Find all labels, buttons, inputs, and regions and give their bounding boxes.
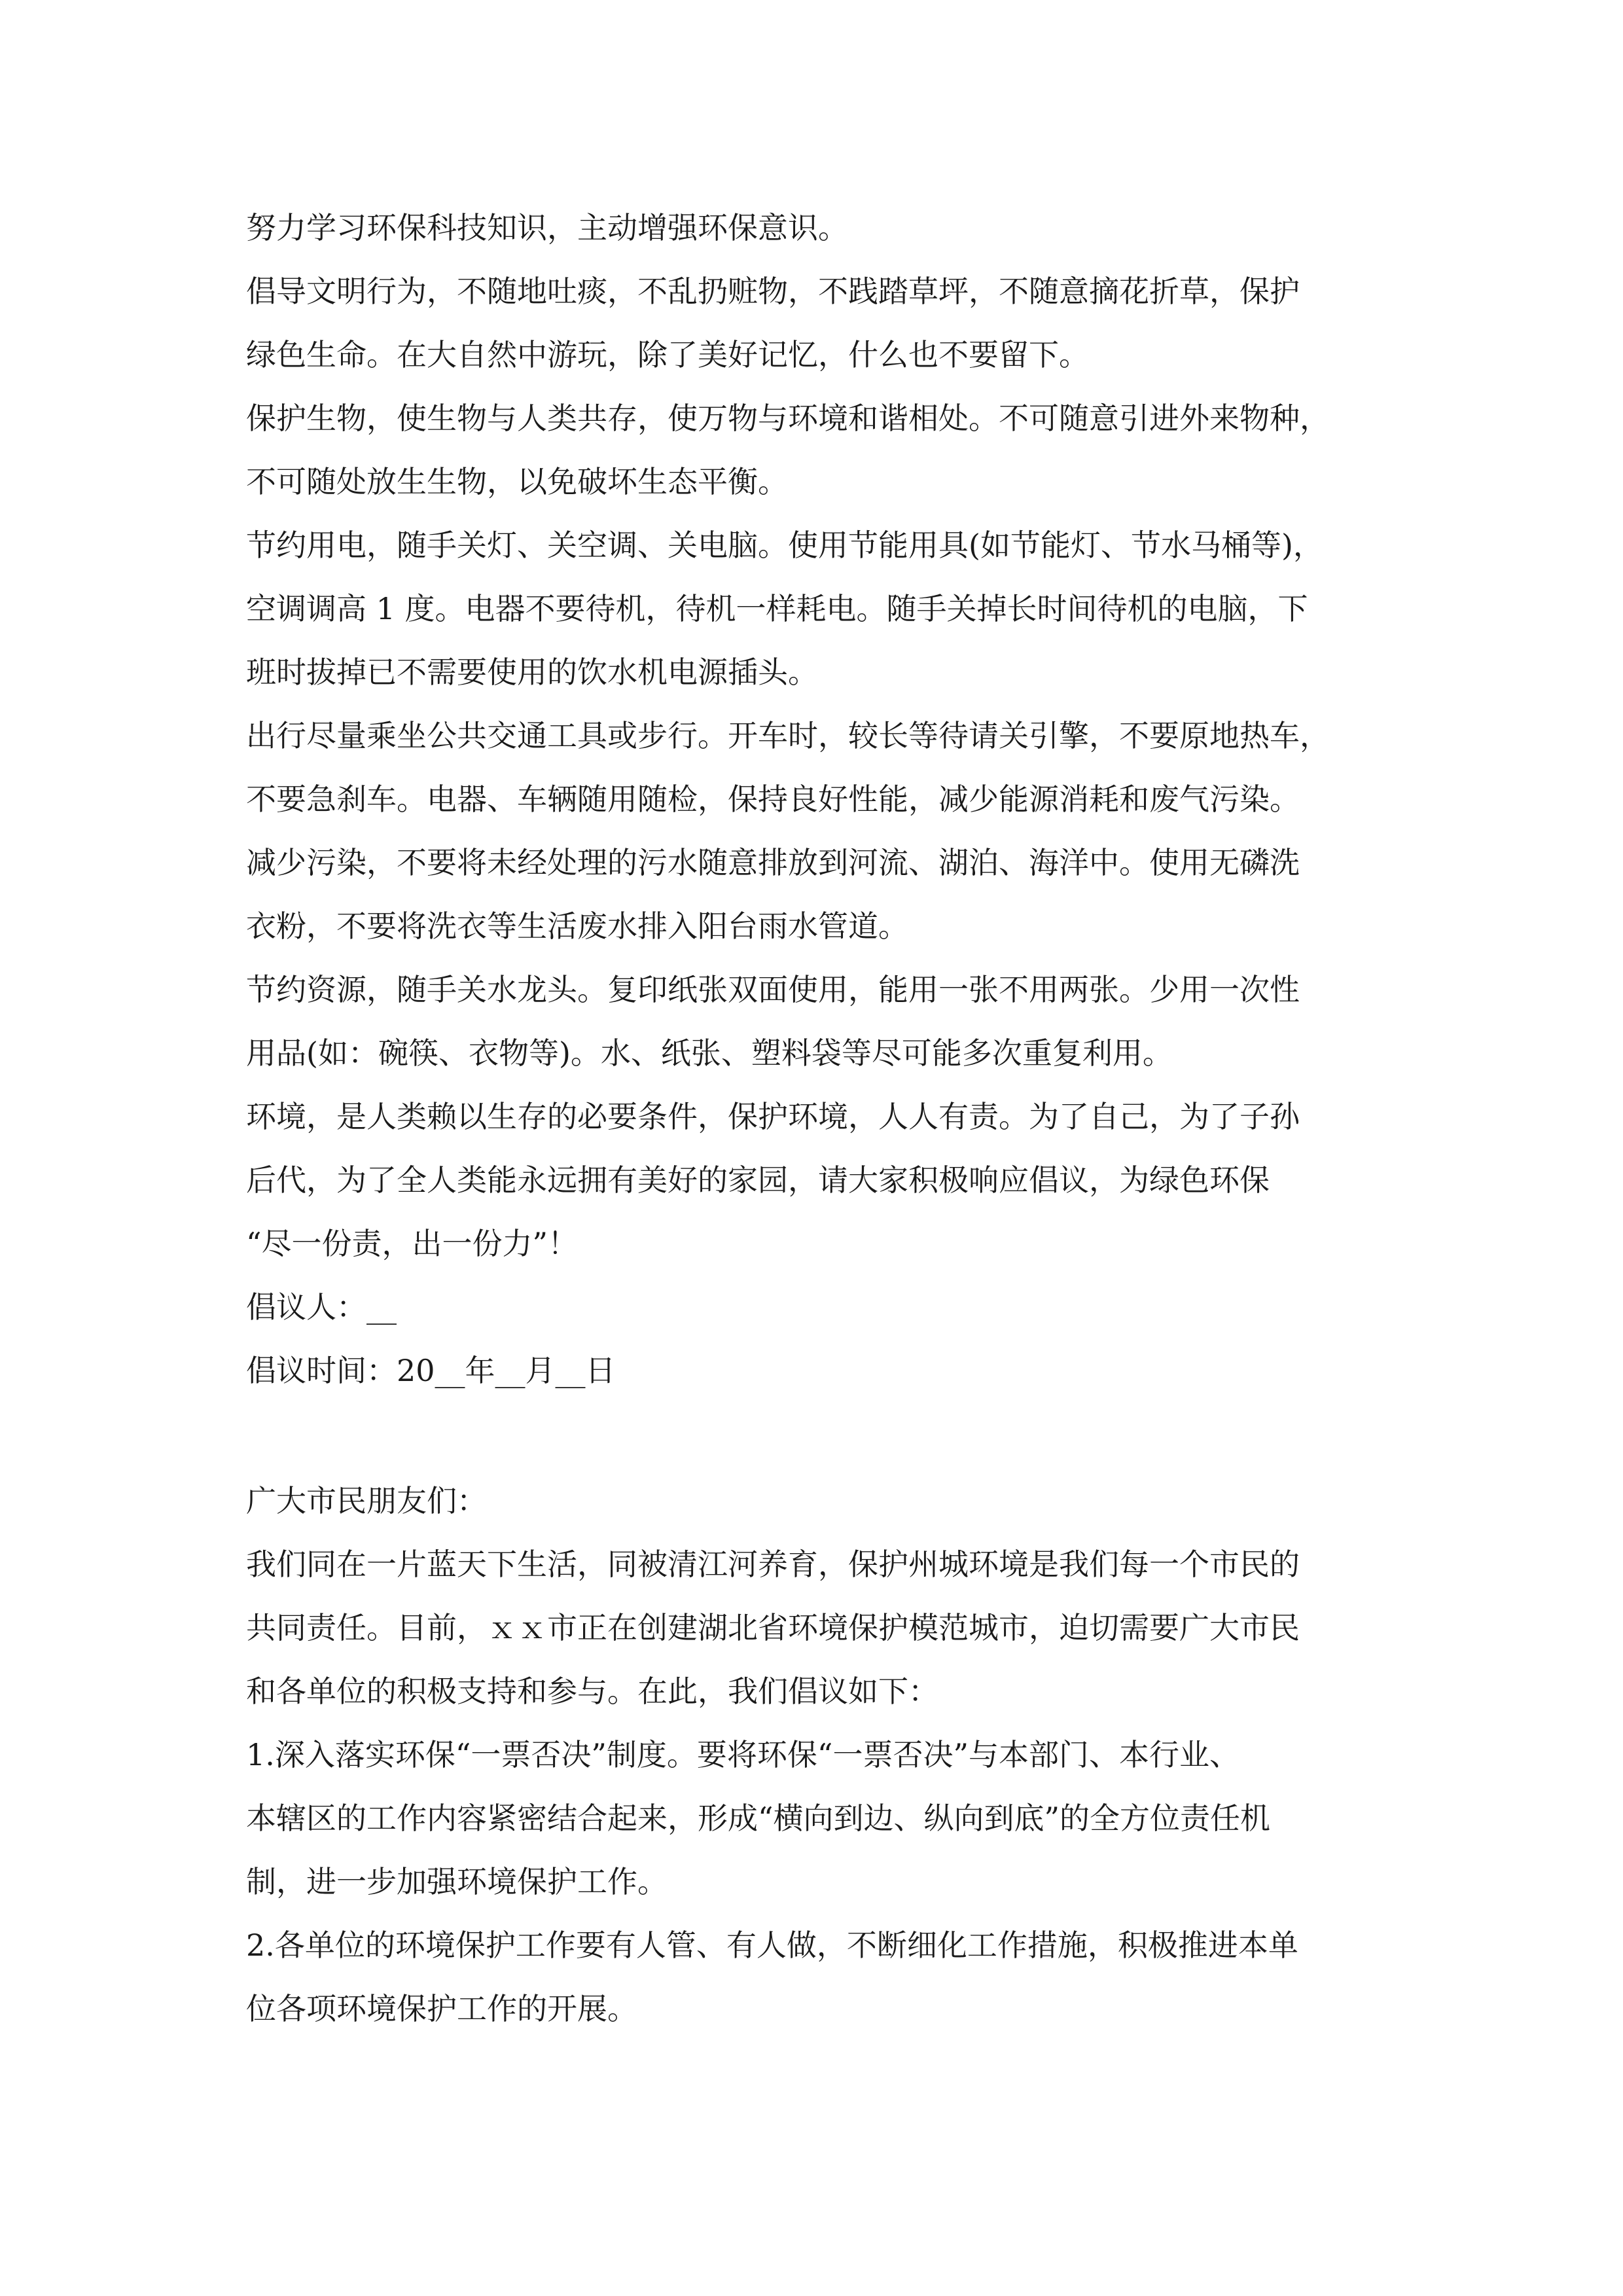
- text-line: 本辖区的工作内容紧密结合起来，形成“横向到边、纵向到底”的全方位责任机: [246, 1801, 1271, 1836]
- text-line: 位各项环境保护工作的开展。: [246, 1991, 637, 2026]
- text-line: 空调调高 1 度。电器不要待机，待机一样耗电。随手关掉长时间待机的电脑，下: [246, 591, 1308, 626]
- text-line: 用品(如：碗筷、衣物等)。水、纸张、塑料袋等尽可能多次重复利用。: [246, 1035, 1173, 1071]
- text-line: 我们同在一片蓝天下生活，同被清江河养育，保护州城环境是我们每一个市民的: [246, 1547, 1300, 1582]
- section-initiative-items: [246, 196, 1431, 1403]
- text-line: 不可随处放生生物，以免破坏生态平衡。: [246, 464, 788, 499]
- text-line: 后代，为了全人类能永远拥有美好的家园，请大家积极响应倡议，为绿色环保: [246, 1162, 1270, 1198]
- text-line: 不要急刹车。电器、车辆随用随检，保持良好性能，减少能源消耗和废气污染。: [246, 781, 1300, 817]
- salutation: 广大市民朋友们：: [246, 1483, 487, 1518]
- text-line: 倡导文明行为，不随地吐痰，不乱扔赃物，不践踏草坪，不随意摘花折草，保护: [246, 274, 1300, 309]
- text-line: 环境，是人类赖以生存的必要条件，保护环境，人人有责。为了自己，为了子孙: [246, 1099, 1300, 1134]
- text-line: 节约用电，随手关灯、关空调、关电脑。使用节能用具(如节能灯、节水马桶等)，: [246, 528, 1323, 563]
- text-line: 努力学习环保科技知识，主动增强环保意识。: [246, 210, 848, 245]
- section-gap: [246, 1403, 1431, 1469]
- initiator-line: 倡议人：__: [246, 1289, 397, 1325]
- text-line: 出行尽量乘坐公共交通工具或步行。开车时，较长等待请关引擎，不要原地热车，: [246, 718, 1330, 753]
- text-line: 衣粉，不要将洗衣等生活废水排入阳台雨水管道。: [246, 908, 908, 944]
- initiative-date-line: 倡议时间：20__年__月__日: [246, 1353, 616, 1388]
- text-line: 制，进一步加强环境保护工作。: [246, 1864, 668, 1899]
- text-line: “尽一份责，出一份力”！: [246, 1226, 579, 1261]
- text-line: 保护生物，使生物与人类共存，使万物与环境和谐相处。不可随意引进外来物种，: [246, 401, 1330, 436]
- text-line: 和各单位的积极支持和参与。在此，我们倡议如下：: [246, 1674, 938, 1709]
- text-line: 节约资源，随手关水龙头。复印纸张双面使用，能用一张不用两张。少用一次性: [246, 972, 1300, 1007]
- text-line: 2.各单位的环境保护工作要有人管、有人做，不断细化工作措施，积极推进本单: [246, 1928, 1298, 1963]
- document-content: [246, 196, 1431, 2041]
- text-line: 班时拔掉已不需要使用的饮水机电源插头。: [246, 655, 818, 690]
- text-line: 减少污染，不要将未经处理的污水随意排放到河流、湖泊、海洋中。使用无磷洗: [246, 845, 1300, 880]
- text-line: 1.深入落实环保“一票否决”制度。要将环保“一票否决”与本部门、本行业、: [246, 1737, 1240, 1772]
- section-citizen-letter: [246, 1469, 1431, 2041]
- text-line: 绿色生命。在大自然中游玩，除了美好记忆，什么也不要留下。: [246, 337, 1089, 372]
- text-line: 共同责任。目前，ｘｘ市正在创建湖北省环境保护模范城市，迫切需要广大市民: [246, 1610, 1300, 1645]
